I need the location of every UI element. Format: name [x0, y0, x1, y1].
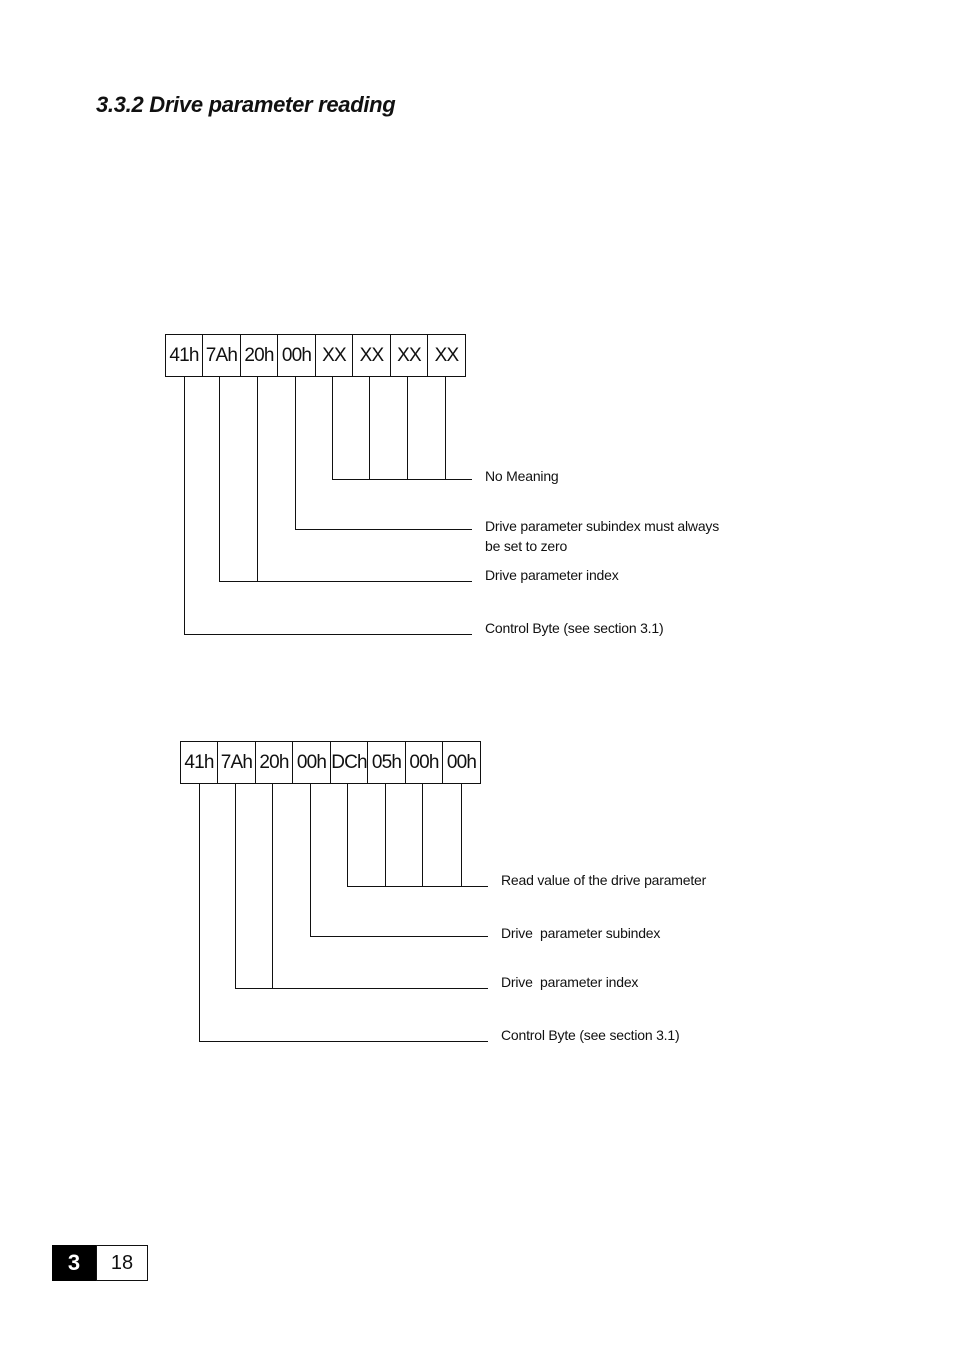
request-byte-2: 7Ah	[202, 334, 241, 377]
leader-line	[199, 1041, 488, 1042]
leader-line	[257, 377, 258, 582]
leader-line	[184, 634, 472, 635]
response-byte-3: 20h	[255, 741, 293, 784]
leader-line	[219, 581, 472, 582]
response-byte-6: 05h	[367, 741, 406, 784]
request-byte-6: XX	[352, 334, 391, 377]
leader-line	[369, 377, 370, 480]
leader-line	[422, 784, 423, 887]
request-byte-7: XX	[390, 334, 428, 377]
leader-line	[272, 784, 273, 989]
leader-line	[199, 784, 200, 1042]
response-byte-8: 00h	[442, 741, 481, 784]
leader-line	[235, 784, 236, 989]
label-subindex-line2: be set to zero	[485, 538, 568, 554]
label-subindex: Drive parameter subindex	[501, 925, 661, 941]
request-byte-5: XX	[315, 334, 353, 377]
leader-line	[219, 377, 220, 582]
leader-line	[407, 377, 408, 480]
request-byte-1: 41h	[165, 334, 203, 377]
response-byte-2: 7Ah	[217, 741, 256, 784]
leader-line	[347, 886, 488, 887]
label-subindex-line1: Drive parameter subindex must always	[485, 518, 720, 534]
leader-line	[445, 377, 446, 480]
label-index: Drive parameter index	[485, 567, 619, 583]
leader-line	[385, 784, 386, 887]
request-byte-8: XX	[427, 334, 466, 377]
leader-line	[295, 529, 472, 530]
leader-line	[235, 988, 488, 989]
response-byte-1: 41h	[180, 741, 218, 784]
page-number: 18	[96, 1245, 148, 1281]
response-byte-5: DCh	[330, 741, 368, 784]
leader-line	[310, 784, 311, 937]
response-byte-4: 00h	[292, 741, 331, 784]
label-read-value: Read value of the drive parameter	[501, 872, 707, 888]
leader-line	[332, 479, 472, 480]
request-byte-3: 20h	[240, 334, 278, 377]
response-byte-7: 00h	[405, 741, 443, 784]
label-control-byte: Control Byte (see section 3.1)	[501, 1027, 680, 1043]
label-control-byte: Control Byte (see section 3.1)	[485, 620, 664, 636]
leader-line	[184, 377, 185, 635]
leader-line	[347, 784, 348, 887]
leader-line	[461, 784, 462, 887]
label-index: Drive parameter index	[501, 974, 639, 990]
section-heading: 3.3.2 Drive parameter reading	[96, 92, 396, 117]
request-byte-4: 00h	[277, 334, 316, 377]
chapter-number: 3	[52, 1245, 96, 1281]
leader-line	[310, 936, 488, 937]
leader-line	[332, 377, 333, 480]
label-no-meaning: No Meaning	[485, 468, 559, 484]
leader-line	[295, 377, 296, 530]
